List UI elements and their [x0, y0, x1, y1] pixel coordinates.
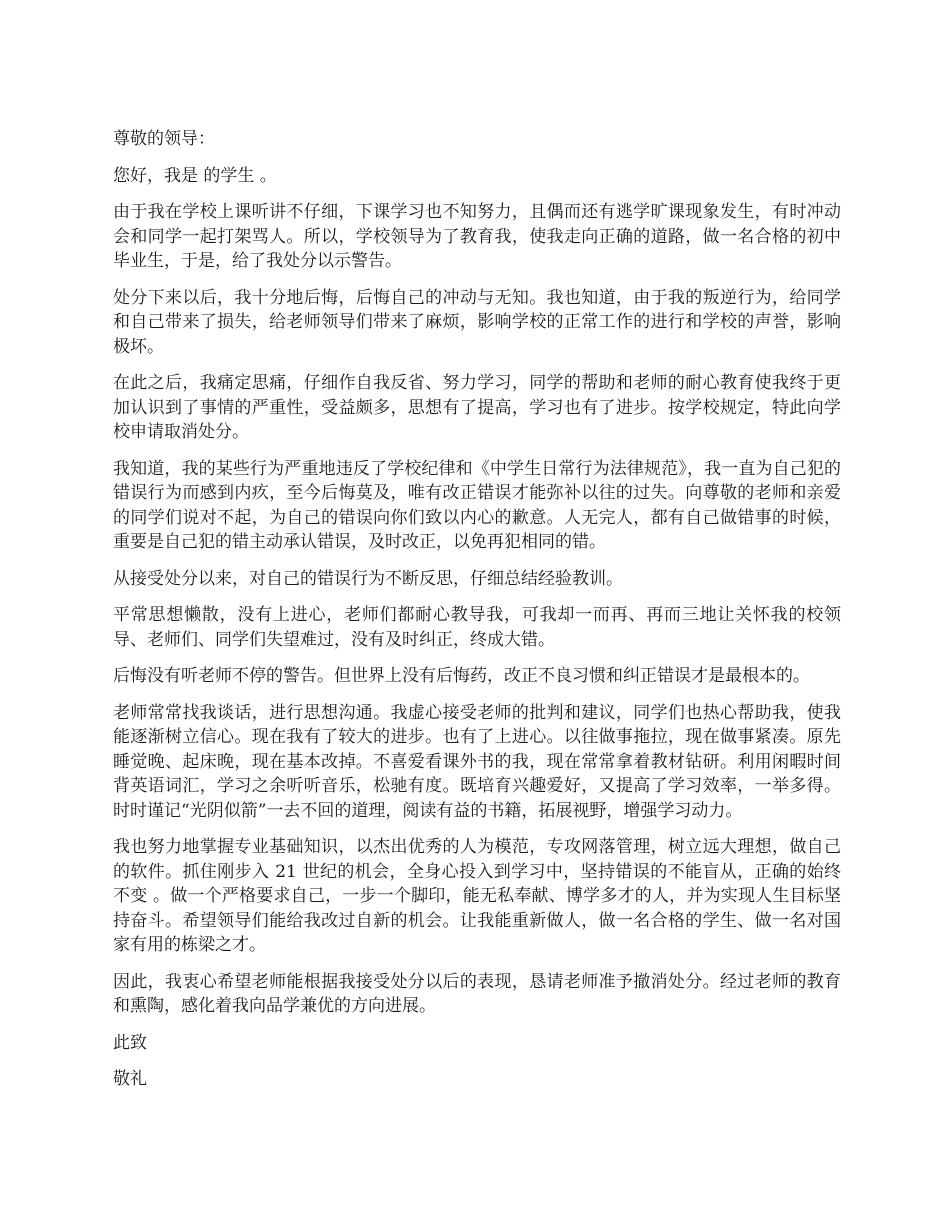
body-paragraph-5: 从接受处分以来，对自己的错误行为不断反思，仔细总结经验教训。: [113, 568, 623, 589]
body-paragraph-2: 处分下来以后，我十分地后悔，后悔自己的冲动与无知。我也知道，由于我的叛逆行为，给同学和自己带来了损失，给老师领导们带来了麻烦，影响学校的正常工作的进行和学校的声誉，影响极坏。: [113, 287, 841, 357]
letter-document: [113, 127, 841, 1104]
body-paragraph-7: 后悔没有听老师不停的警告。但世界上没有后悔药，改正不良习惯和纠正错误才是最根本的。: [113, 666, 810, 686]
body-paragraph-10: 因此，我衷心希望老师能根据我接受处分以后的表现，恳请老师准予撤消处分。经过老师的教育和熏陶，感化着我向品学兼优的方向进展。: [113, 971, 841, 1016]
closing-line-2: 敬礼: [113, 1069, 147, 1089]
greeting: 您好，我是 的学生 。: [113, 165, 277, 186]
body-paragraph-9: 我也努力地掌握专业基础知识，以杰出优秀的人为模范，专攻网落管理，树立远大理想，做自己的软件。抓住刚步入 21 世纪的机会，全身心投入到学习中，坚持错误的不能盲从，正确的始终不变 。做一个严格要求自己，一步一个脚印，能无私奉献、博学多才的人，并为实现人生目标坚持奋斗。希望领导们能给我改过自新的机会。让我能重新做人，做一名合格的学生、做一名对国家有用的栋梁之才。: [113, 837, 841, 955]
closing-line-1: 此致: [113, 1032, 147, 1053]
salutation: 尊敬的领导：: [113, 129, 215, 149]
body-paragraph-4: 我知道，我的某些行为严重地违反了学校纪律和《中学生日常行为法律规范》，我一直为自己犯的错误行为而感到内疚，至今后悔莫及，唯有改正错误才能弥补以往的过失。向尊敬的老师和亲爱的同学们说对不起，为自己的错误向你们致以内心的歉意。人无完人，都有自己做错事的时候，重要是自己犯的错主动承认错误，及时改正，以免再犯相同的错。: [113, 458, 841, 552]
body-paragraph-6: 平常思想懒散，没有上进心，老师们都耐心教导我，可我却一而再、再而三地让关怀我的校领导、老师们、同学们失望难过，没有及时纠正，终成大错。: [113, 605, 841, 650]
body-paragraph-3: 在此之后，我痛定思痛，仔细作自我反省、努力学习，同学的帮助和老师的耐心教育使我终于更加认识到了事情的严重性，受益颇多，思想有了提高，学习也有了进步。按学校规定，特此向学校申请取消处分。: [113, 373, 841, 442]
body-paragraph-8: 老师常常找我谈话，进行思想沟通。我虚心接受老师的批判和建议，同学们也热心帮助我，使我能逐渐树立信心。现在我有了较大的进步。也有了上进心。以往做事拖拉，现在做事紧凑。原先睡觉晚、起床晚，现在基本改掉。不喜爱看课外书的我，现在常常拿着教材钻研。利用闲暇时间背英语词汇，学习之余听听音乐，松驰有度。既培育兴趣爱好，又提高了学习效率，一举多得。时时谨记“光阴似箭”一去不回的道理，阅读有益的书籍，拓展视野，增强学习动力。: [113, 702, 841, 821]
body-paragraph-1: 由于我在学校上课听讲不仔细，下课学习也不知努力，且偶而还有逃学旷课现象发生，有时冲动会和同学一起打架骂人。所以，学校领导为了教育我，使我走向正确的道路，做一名合格的初中毕业生，于是，给了我处分以示警告。: [113, 202, 841, 271]
